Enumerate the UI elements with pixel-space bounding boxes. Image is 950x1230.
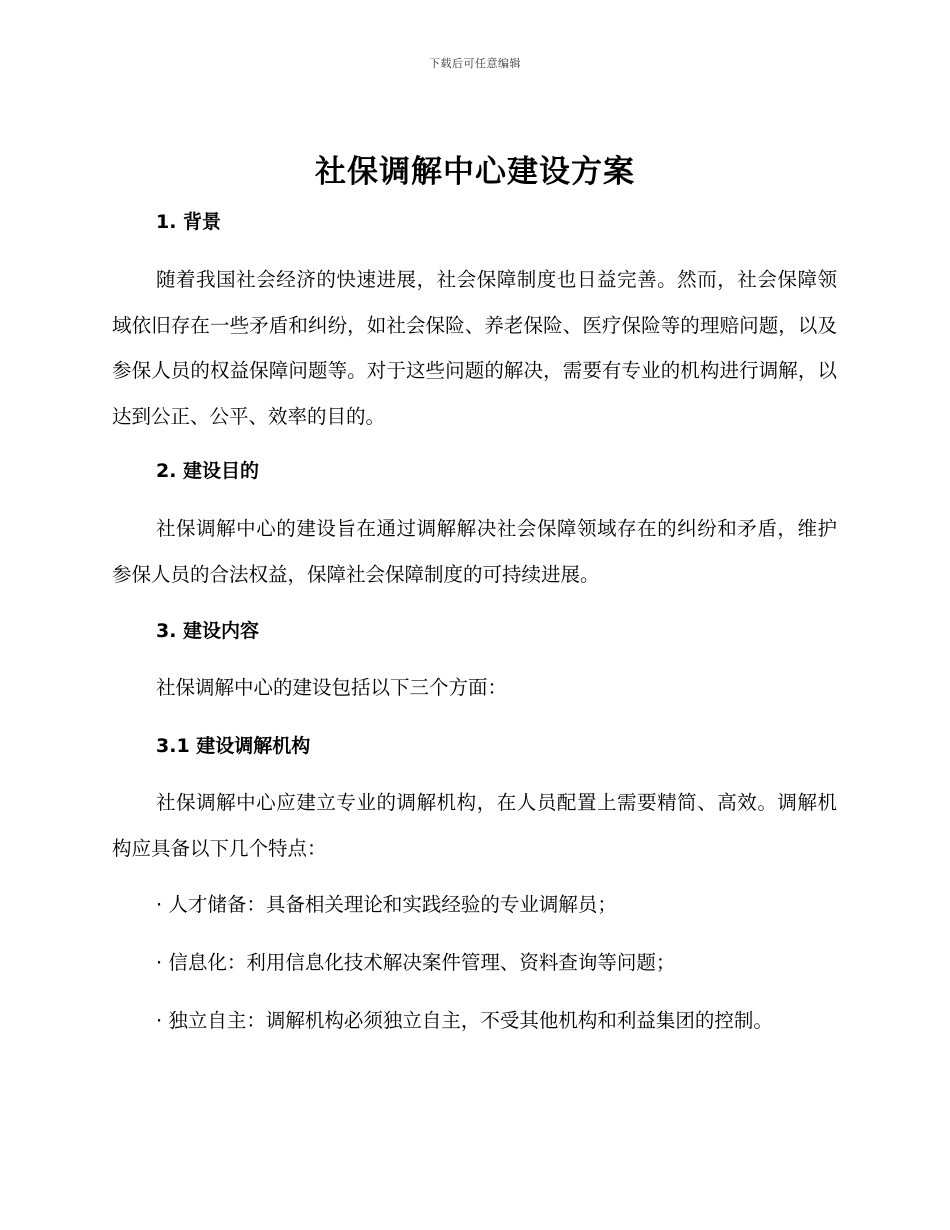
bullet-item-informatization: · 信息化：利用信息化技术解决案件管理、资料查询等问题； [156,951,676,974]
section-heading-goal: 2. 建设目的 [156,460,260,482]
section-heading-background: 1. 背景 [156,211,222,233]
bullet-item-independence: · 独立自主：调解机构必须独立自主，不受其他机构和利益集团的控制。 [156,1009,773,1032]
paragraph-goal: 社保调解中心的建设旨在通过调解解决社会保障领域存在的纠纷和矛盾，维护参保人员的合法权益，保障社会保障制度的可持续进展。 [112,517,837,586]
page-title: 社保调解中心建设方案 [315,154,635,190]
bullet-item-talent: · 人才储备：具备相关理论和实践经验的专业调解员； [156,893,617,916]
paragraph-background: 随着我国社会经济的快速进展，社会保障制度也日益完善。然而，社会保障领域依旧存在一些矛盾和纠纷，如社会保险、养老保险、医疗保险等的理赔问题，以及参保人员的权益保障问题等。对于这些问题的解决，需要有专业的机构进行调解，以达到公正、公平、效率的目的。 [112,268,837,428]
section-heading-content: 3. 建设内容 [156,620,260,642]
section-heading-mediation-body: 3.1 建设调解机构 [156,735,311,757]
header-note: 下载后可任意编辑 [429,57,521,70]
paragraph-content: 社保调解中心的建设包括以下三个方面： [156,676,508,699]
paragraph-mediation-body: 社保调解中心应建立专业的调解机构，在人员配置上需要精简、高效。调解机构应具备以下几个特点： [112,791,837,860]
